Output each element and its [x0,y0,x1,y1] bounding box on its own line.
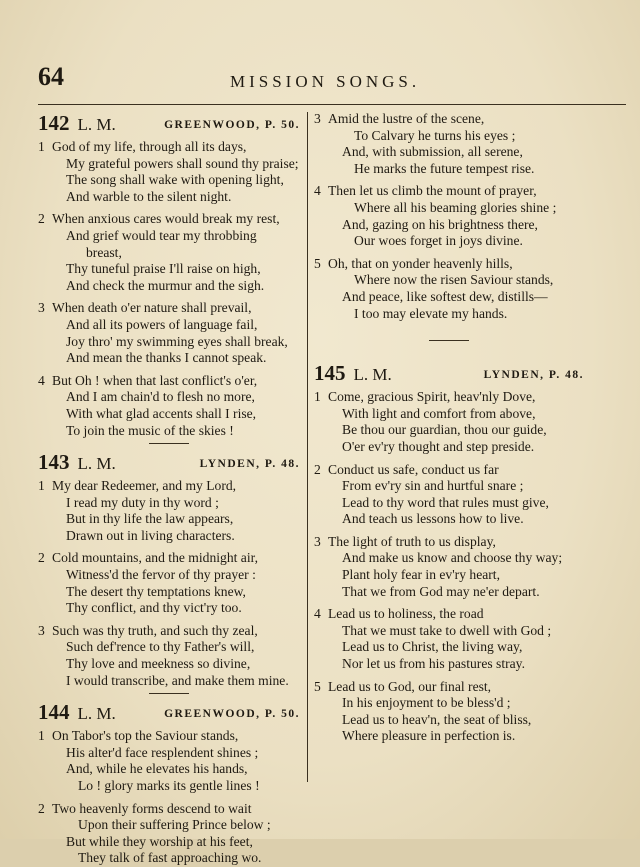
verse-line-text: To join the music of the skies ! [66,422,234,438]
page-title: MISSION SONGS. [230,72,421,91]
verse-line-text: My grateful powers shall sound thy praise; [66,155,299,171]
verse-line [38,423,300,440]
verse-line [38,761,300,778]
verse-line-text: Lead us to God, our final rest, [328,678,492,694]
verse-line-text: And warble to the silent night. [66,188,232,204]
verse-line [38,300,300,317]
hymn-block [38,693,300,867]
verse-line [38,278,300,295]
hymn-separator [149,443,189,444]
verse-line [314,679,584,696]
verse-line [314,495,584,512]
verse-line-text: God of my life, through all its days, [52,139,247,154]
hymn-verse [314,534,584,600]
verse-line-text: When death o'er nature shall prevail, [52,300,252,316]
hymn-heading [38,700,300,725]
verse-line [314,728,584,745]
verse-line-text: And teach us lessons how to live. [342,511,524,527]
verse-number: 4 [38,372,45,388]
hymn-separator [149,693,189,694]
verse-line [38,528,300,545]
verse-line-text: In his enjoyment to be bless'd ; [342,695,511,711]
verse-line [38,389,300,406]
hymn-verse [38,211,300,294]
verse-line-text: Lead us to heav'n, the seat of bliss, [342,711,532,727]
verse-line-text: But while they worship at his feet, [66,833,253,849]
verse-line [314,511,584,528]
verse-line [38,406,300,423]
hymn-tune: LYNDEN, P. 48. [199,458,300,471]
verse-number: 2 [314,461,321,477]
verse-line-text: And, with submission, all serene, [342,144,523,160]
verse-number: 1 [38,728,45,744]
hymn-block [38,111,300,439]
verse-line [314,111,584,128]
verse-number: 3 [38,300,45,316]
hymn-verse [38,478,300,544]
verse-line [38,801,300,818]
verse-line-text: And check the murmur and the sigh. [66,277,265,293]
verse-line [314,389,584,406]
verse-line [314,128,584,145]
verse-line-text: And all its powers of language fail, [66,316,258,332]
verse-line [314,695,584,712]
verse-line-text: Our woes forget in joys divine. [354,233,523,249]
hymn-meter: L. M. [77,115,116,134]
verse-number: 2 [38,211,45,227]
verse-line-text: That we from God may ne'er depart. [342,583,540,599]
verse-number: 3 [314,111,321,126]
hymn-heading [314,361,584,386]
verse-line [38,550,300,567]
verse-line-text: On Tabor's top the Saviour stands, [52,728,239,744]
hymn-verse [314,462,584,528]
verse-line [38,211,300,228]
hymn-block [314,111,584,322]
header-rule [38,104,626,105]
hymn-number: 142 [38,111,70,135]
verse-line [38,511,300,528]
verse-line [38,728,300,745]
verse-line [38,139,300,156]
column-divider [307,112,308,782]
hymn-verse [314,606,584,672]
verse-line [38,172,300,189]
verse-line [38,189,300,206]
right-column [314,111,584,745]
verse-line [38,778,300,795]
verse-line-text: But in thy life the law appears, [66,511,234,527]
verse-number: 1 [314,389,321,405]
hymn-number: 143 [38,450,70,475]
verse-line [314,439,584,456]
verse-line-text: I read my duty in thy word ; [66,494,219,510]
verse-line-text: Be thou our guardian, thou our guide, [342,422,547,438]
hymn-block [314,340,584,745]
verse-line-text: And make us know and choose thy way; [342,550,563,566]
verse-line-text: Joy thro' my swimming eyes shall break, [66,333,288,349]
verse-line-text: Such was thy truth, and such thy zeal, [52,622,258,638]
verse-line [314,606,584,623]
hymn-verse [314,679,584,745]
verse-line [38,584,300,601]
verse-line-text: Cold mountains, and the midnight air, [52,550,258,566]
verse-line-text: From ev'ry sin and hurtful snare ; [342,478,524,494]
hymn-meter: L. M. [77,454,116,474]
verse-line-text: And mean the thanks I cannot speak. [66,350,267,366]
verse-number: 4 [314,606,321,622]
verse-line [314,550,584,567]
verse-line [38,639,300,656]
verse-line [314,272,584,289]
hymn-verse [314,389,584,455]
hymn-verse [314,111,584,177]
hymn-number: 144 [38,700,70,725]
verse-line-text: Come, gracious Spirit, heav'nly Dove, [328,389,536,405]
verse-line-text: And grief would tear my throbbing [66,227,257,243]
verse-line-text: Lead us to Christ, the living way, [342,639,523,655]
hymn-meter: L. M. [77,704,116,724]
hymn-verse [38,728,300,794]
verse-line-text: And I am chain'd to flesh no more, [66,389,255,405]
hymn-tune: LYNDEN, P. 48. [483,369,584,382]
verse-line-text: Thy love and meekness so divine, [66,656,251,672]
hymn-verse [38,801,300,867]
verse-number: 2 [38,800,45,816]
verse-line [38,317,300,334]
verse-line-text: Oh, that on yonder heavenly hills, [328,255,513,271]
verse-line-text: Such def'rence to thy Father's will, [66,639,255,655]
verse-number: 4 [314,183,321,199]
verse-line-text: And peace, like softest dew, distills— [342,288,548,304]
verse-number: 5 [314,255,321,271]
verse-line [38,656,300,673]
hymn-verse [38,300,300,366]
verse-line [314,217,584,234]
verse-line-text: Witness'd the fervor of thy prayer : [66,567,256,583]
verse-line-text: Conduct us safe, conduct us far [328,461,499,477]
verse-line [314,478,584,495]
verse-line [38,334,300,351]
page-number: 64 [38,62,64,91]
verse-line [314,462,584,479]
verse-line-text: breast, [86,244,122,260]
hymn-verse [314,183,584,249]
verse-line-text: But Oh ! when that last conflict's o'er, [52,372,258,388]
verse-line [38,478,300,495]
verse-line [314,639,584,656]
hymn-verse [38,623,300,689]
verse-line [38,373,300,390]
verse-line [314,183,584,200]
verse-line [314,306,584,323]
verse-number: 1 [38,139,45,154]
verse-line-text: Thy tuneful praise I'll raise on high, [66,261,261,277]
verse-line [38,745,300,762]
verse-line-text: The light of truth to us display, [328,533,496,549]
verse-line [314,422,584,439]
verse-line-text: Amid the lustre of the scene, [328,111,485,126]
verse-line-text: O'er ev'ry thought and step preside. [342,438,535,454]
verse-line-text: And, gazing on his brightness there, [342,216,538,232]
verse-line-text: Plant holy fear in ev'ry heart, [342,567,500,583]
verse-line [314,656,584,673]
verse-line-text: Then let us climb the mount of prayer, [328,183,537,199]
verse-line [38,245,300,262]
hymn-meter: L. M. [353,365,392,385]
verse-line [314,623,584,640]
verse-line-text: And, while he elevates his hands, [66,761,248,777]
verse-line-text: When anxious cares would break my rest, [52,211,280,227]
verse-line-text: They talk of fast approaching wo. [78,850,262,866]
verse-line [38,156,300,173]
verse-line [38,228,300,245]
hymn-tune: GREENWOOD, P. 50. [164,119,300,131]
verse-line [314,144,584,161]
verse-number: 3 [38,622,45,638]
verse-line-text: With what glad accents shall I rise, [66,405,257,421]
verse-line-text: Lead to thy word that rules must give, [342,494,549,510]
verse-line-text: With light and comfort from above, [342,405,536,421]
verse-line-text: Two heavenly forms descend to wait [52,800,252,816]
verse-line [38,600,300,617]
left-column [38,111,300,867]
verse-number: 5 [314,678,321,694]
verse-line-text: That we must take to dwell with God ; [342,622,552,638]
hymn-verse [38,373,300,439]
hymn-verse [38,550,300,616]
verse-line-text: I would transcribe, and make them mine. [66,672,289,688]
verse-number: 3 [314,533,321,549]
verse-line-text: Nor let us from his pastures stray. [342,656,525,672]
verse-line-text: His alter'd face resplendent shines ; [66,744,259,760]
verse-line [314,161,584,178]
hymn-heading [38,111,300,133]
verse-line [314,567,584,584]
verse-line [38,350,300,367]
verse-line [38,623,300,640]
verse-line-text: Upon their suffering Prince below ; [78,817,271,833]
verse-line-text: The song shall wake with opening light, [66,172,284,188]
verse-line [314,584,584,601]
verse-line [314,534,584,551]
verse-line [38,834,300,851]
verse-line-text: My dear Redeemer, and my Lord, [52,478,237,494]
hymn-tune: GREENWOOD, P. 50. [164,708,300,721]
verse-line-text: I too may elevate my hands. [354,305,508,321]
verse-line-text: Lead us to holiness, the road [328,606,484,622]
verse-line [38,817,300,834]
hymn-verse [38,139,300,205]
verse-line-text: Where pleasure in perfection is. [342,728,516,744]
verse-line-text: He marks the future tempest rise. [354,160,535,176]
hymn-number: 145 [314,361,346,386]
verse-line [38,261,300,278]
verse-line [38,850,300,867]
verse-line [314,200,584,217]
verse-number: 2 [38,550,45,566]
verse-line-text: Drawn out in living characters. [66,527,235,543]
verse-line [314,233,584,250]
hymn-verse [314,256,584,322]
hymn-separator [429,340,469,341]
verse-line [314,406,584,423]
verse-number: 1 [38,478,45,494]
verse-line [38,495,300,512]
verse-line [314,256,584,273]
verse-line-text: Where all his beaming glories shine ; [354,199,557,215]
verse-line-text: The desert thy temptations knew, [66,583,246,599]
verse-line-text: To Calvary he turns his eyes ; [354,127,516,143]
verse-line-text: Thy conflict, and thy vict'ry too. [66,600,242,616]
hymn-heading [38,450,300,475]
verse-line-text: Where now the risen Saviour stands, [354,272,554,288]
verse-line [314,289,584,306]
verse-line [38,567,300,584]
verse-line [38,673,300,690]
verse-line [314,712,584,729]
verse-line-text: Lo ! glory marks its gentle lines ! [78,778,260,793]
hymn-block [38,443,300,689]
